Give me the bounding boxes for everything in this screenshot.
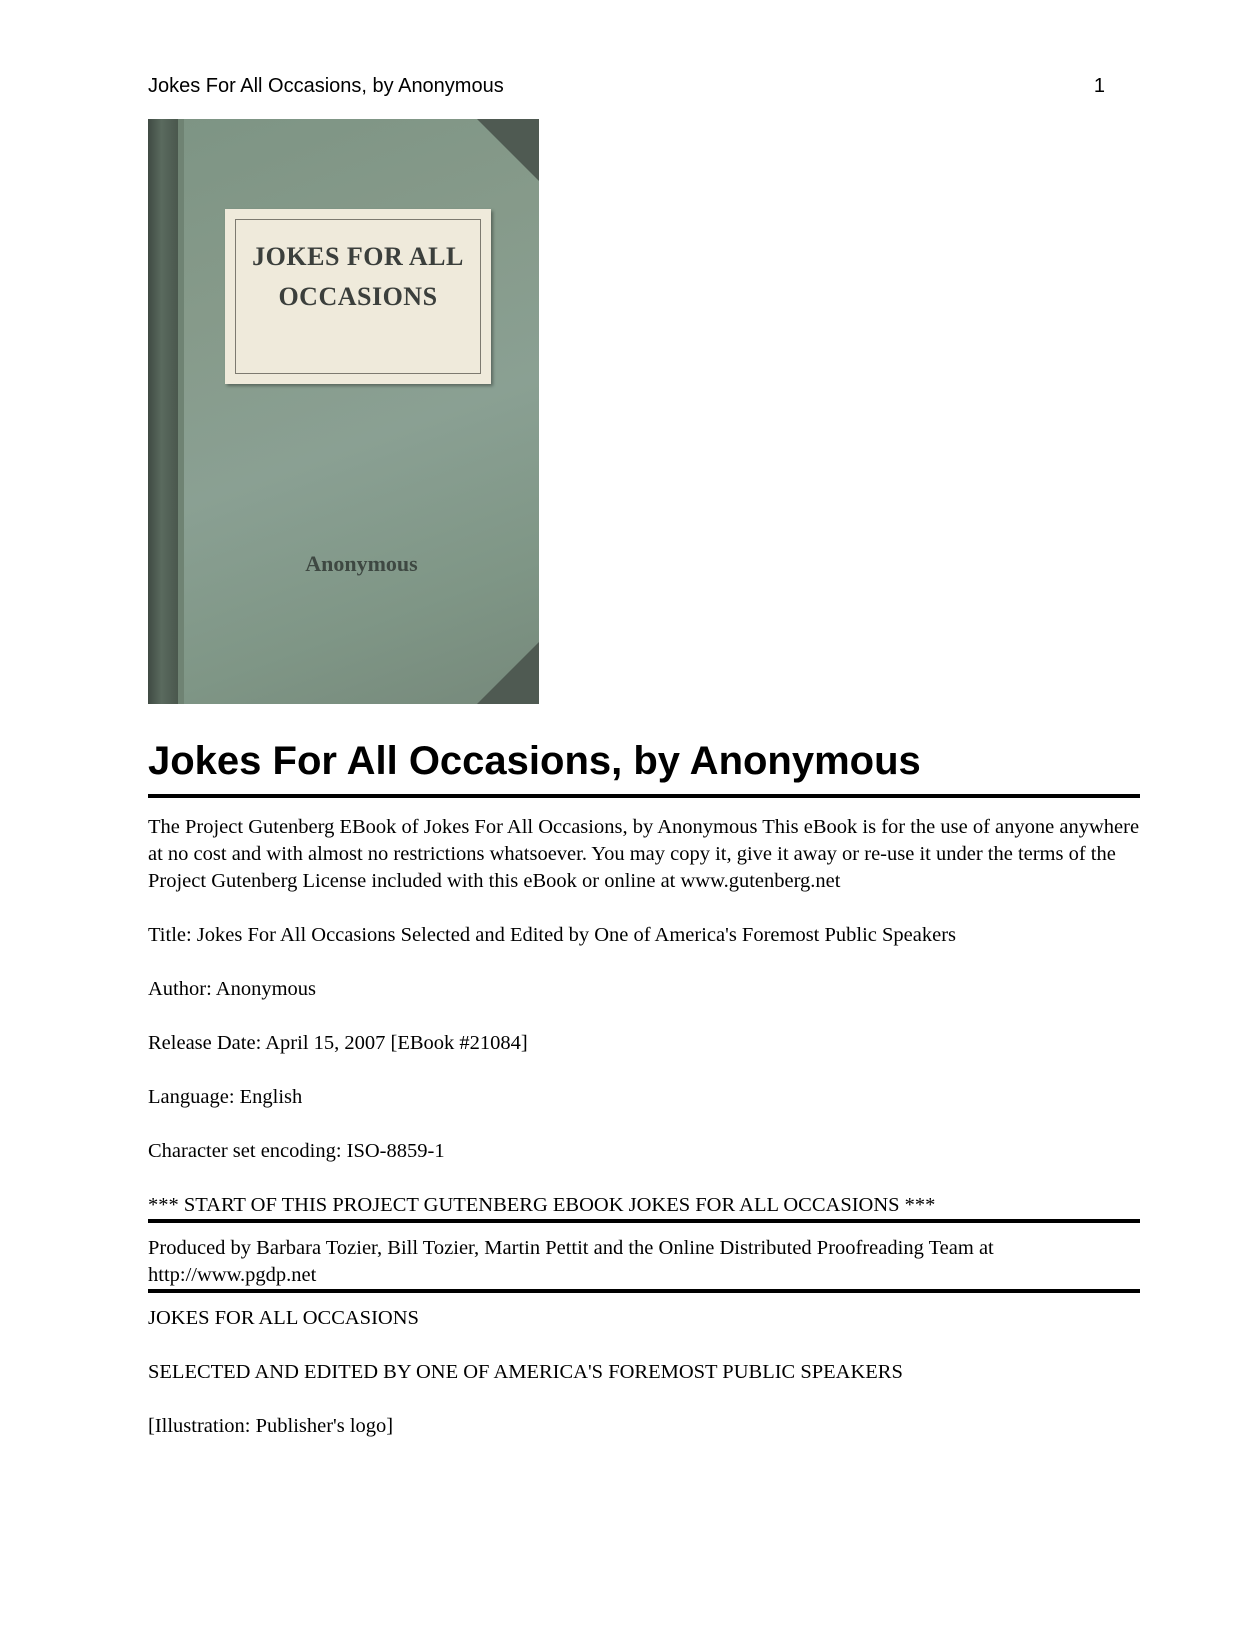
language-line: Language: English	[148, 1086, 303, 1108]
intro-paragraph: The Project Gutenberg EBook of Jokes For All Occasions, by Anonymous This eBook is for the use of anyone anywhere at no cost and with almost no restrictions whatsoever. You may copy it, give it away or re-use it under the terms of the Project Gutenberg License included with this eBook or online at www.gutenberg.net	[148, 816, 1140, 892]
author-line: Author: Anonymous	[148, 978, 316, 1000]
cover-spine-groove	[178, 119, 184, 704]
encoding-line: Character set encoding: ISO-8859-1	[148, 1140, 445, 1162]
page-title: Jokes For All Occasions, by Anonymous	[148, 739, 921, 783]
divider	[148, 1219, 1140, 1223]
subtitle-line: SELECTED AND EDITED BY ONE OF AMERICA'S FOREMOST PUBLIC SPEAKERS	[148, 1361, 903, 1383]
running-head	[148, 74, 1105, 98]
cover-title-line-1: JOKES FOR ALL	[252, 242, 464, 271]
page-number: 1	[1093, 75, 1105, 97]
divider	[148, 1289, 1140, 1293]
start-marker: *** START OF THIS PROJECT GUTENBERG EBOOK JOKES FOR ALL OCCASIONS ***	[148, 1194, 936, 1216]
cover-author: Anonymous	[305, 551, 418, 576]
book-title-line: JOKES FOR ALL OCCASIONS	[148, 1307, 419, 1329]
cover-title-line-2: OCCASIONS	[278, 282, 438, 311]
cover-label	[225, 209, 491, 384]
produced-by-paragraph: Produced by Barbara Tozier, Bill Tozier, Martin Pettit and the Online Distributed Proofreading Team at http://www.pgdp.net	[148, 1237, 994, 1286]
running-head-title: Jokes For All Occasions, by Anonymous	[148, 75, 504, 97]
release-date-line: Release Date: April 15, 2007 [EBook #21084]	[148, 1032, 528, 1054]
cover-corner-bottom-right	[477, 642, 539, 704]
divider	[148, 794, 1140, 798]
cover-corner-top-right	[477, 119, 539, 181]
cover-title	[225, 237, 491, 317]
document-body	[148, 736, 1140, 1440]
illustration-caption: [Illustration: Publisher's logo]	[148, 1415, 394, 1437]
cover-spine	[148, 119, 178, 704]
book-cover-image	[148, 119, 539, 704]
title-line: Title: Jokes For All Occasions Selected and Edited by One of America's Foremost Public Speakers	[148, 924, 957, 946]
